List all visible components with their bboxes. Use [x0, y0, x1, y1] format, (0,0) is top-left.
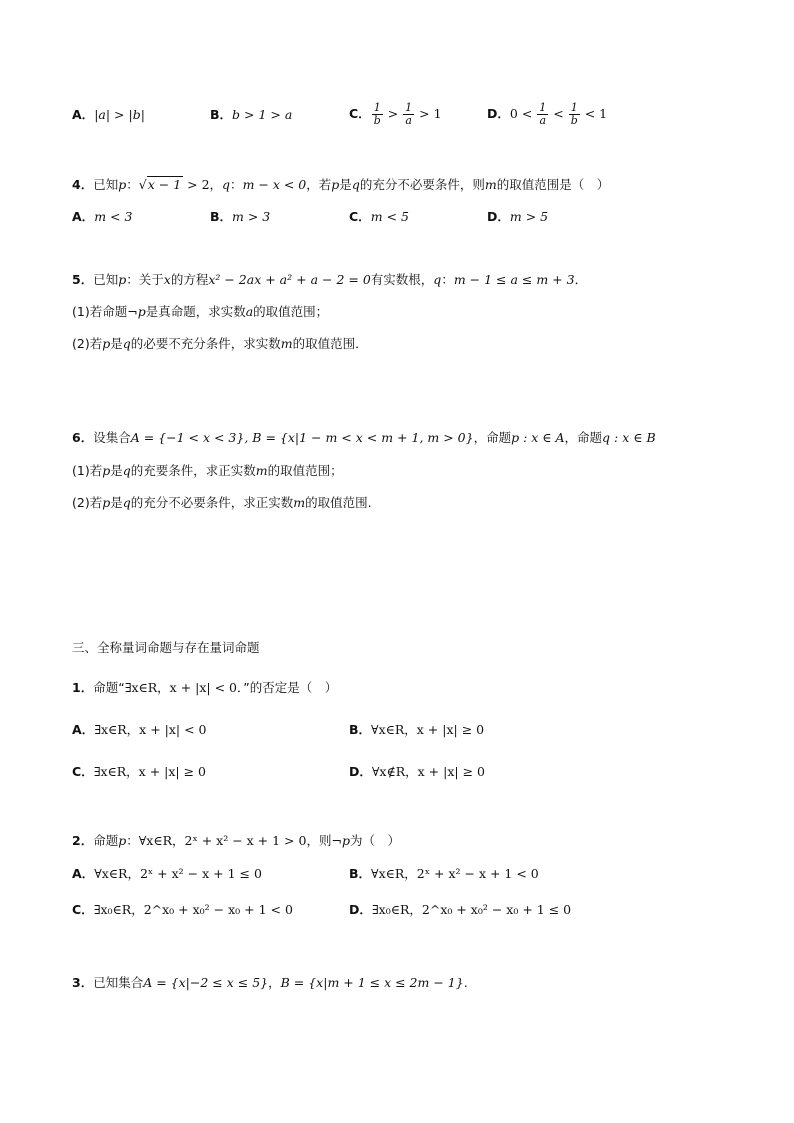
q3-option-a	[72, 106, 145, 124]
s3q1-option-d: D．∀x∉R，x + |x| ≥ 0	[349, 764, 485, 779]
sqrt-expression: √x − 1	[138, 177, 182, 192]
option-label: B．	[210, 107, 233, 122]
q6-sub2: (2)若p是q的充分不必要条件，求正实数m的取值范围.	[72, 495, 372, 510]
question-number: 6．	[72, 430, 94, 445]
question-number: 5．	[72, 272, 94, 287]
question-number: 1．	[72, 680, 94, 695]
fraction: $\frac{1}{a}$	[539, 101, 547, 127]
q4-option-c: C．m < 5	[349, 209, 409, 224]
option-label: A．	[72, 107, 95, 122]
fraction: $\frac{1}{b}$	[373, 101, 381, 127]
q4-stem: 4．已知p：√x − 1 > 2，q：m − x < 0，若p是q的充分不必要条件，则m的取值范围是（ ）	[72, 177, 610, 192]
section-title: 三、全称量词命题与存在量词命题	[72, 640, 260, 655]
q5-sub2: (2)若p是q的必要不充分条件，求实数m的取值范围．	[72, 336, 368, 351]
q3-option-b	[210, 106, 292, 124]
question-number: 4．	[72, 177, 94, 192]
fraction: $\frac{1}{a}$	[405, 101, 413, 127]
q4-option-a: A．m < 3	[72, 209, 133, 224]
s3q2-option-c: C．∃x₀∈R，2^x₀ + x₀² − x₀ + 1 < 0	[72, 902, 293, 917]
question-number: 2．	[72, 833, 94, 848]
s3q1-option-b: B．∀x∈R，x + |x| ≥ 0	[349, 722, 485, 737]
s3q2-stem: 2．命题p：∀x∈R，2ˣ + x² − x + 1 > 0，则¬p为（ ）	[72, 833, 400, 848]
q3-option-d: D．0 < $\frac{1}{a}$ < $\frac{1}{b}$ < 1	[487, 101, 608, 127]
option-tail: > 1	[415, 106, 442, 121]
q3-option-c: C． $\frac{1}{b}$ > $\frac{1}{a}$ > 1	[349, 101, 442, 127]
option-label: C．	[349, 106, 371, 121]
question-number: 3．	[72, 975, 94, 990]
q5-sub1: (1)若命题¬p是真命题，求实数a的取值范围；	[72, 304, 329, 319]
s3q3-stem: 3．已知集合A = {x|−2 ≤ x ≤ 5}，B = {x|m + 1 ≤ x ≤ 2m − 1}.	[72, 975, 468, 990]
q4-option-b: B．m > 3	[210, 209, 271, 224]
option-label: D．	[487, 106, 510, 121]
q6-sub1: (1)若p是q的充要条件，求正实数m的取值范围；	[72, 463, 343, 478]
q6-stem: 6．设集合A = {−1 < x < 3}, B = {x|1 − m < x < m + 1, m > 0}，命题p : x ∈ A，命题q : x ∈ B	[72, 430, 656, 445]
option-tail: < 1	[580, 106, 608, 121]
s3q1-stem: 1．命题“∃x∈R，x + |x| < 0．”的否定是（ ）	[72, 680, 338, 695]
q5-stem: 5．已知p：关于x的方程x² − 2ax + a² + a − 2 = 0有实数根，q：m − 1 ≤ a ≤ m + 3．	[72, 272, 588, 287]
option-math: |a| > |b|	[94, 107, 145, 122]
q4-option-d: D．m > 5	[487, 209, 549, 224]
option-head: 0 <	[509, 106, 537, 121]
fraction: $\frac{1}{b}$	[570, 101, 578, 127]
s3q1-option-a: A．∃x∈R，x + |x| < 0	[72, 722, 207, 737]
s3q2-option-a: A．∀x∈R，2ˣ + x² − x + 1 ≤ 0	[72, 866, 262, 881]
s3q2-option-b: B．∀x∈R，2ˣ + x² − x + 1 < 0	[349, 866, 539, 881]
s3q2-option-d: D．∃x₀∈R，2^x₀ + x₀² − x₀ + 1 ≤ 0	[349, 902, 572, 917]
s3q1-option-c: C．∃x∈R，x + |x| ≥ 0	[72, 764, 206, 779]
option-math: b > 1 > a	[232, 107, 293, 122]
